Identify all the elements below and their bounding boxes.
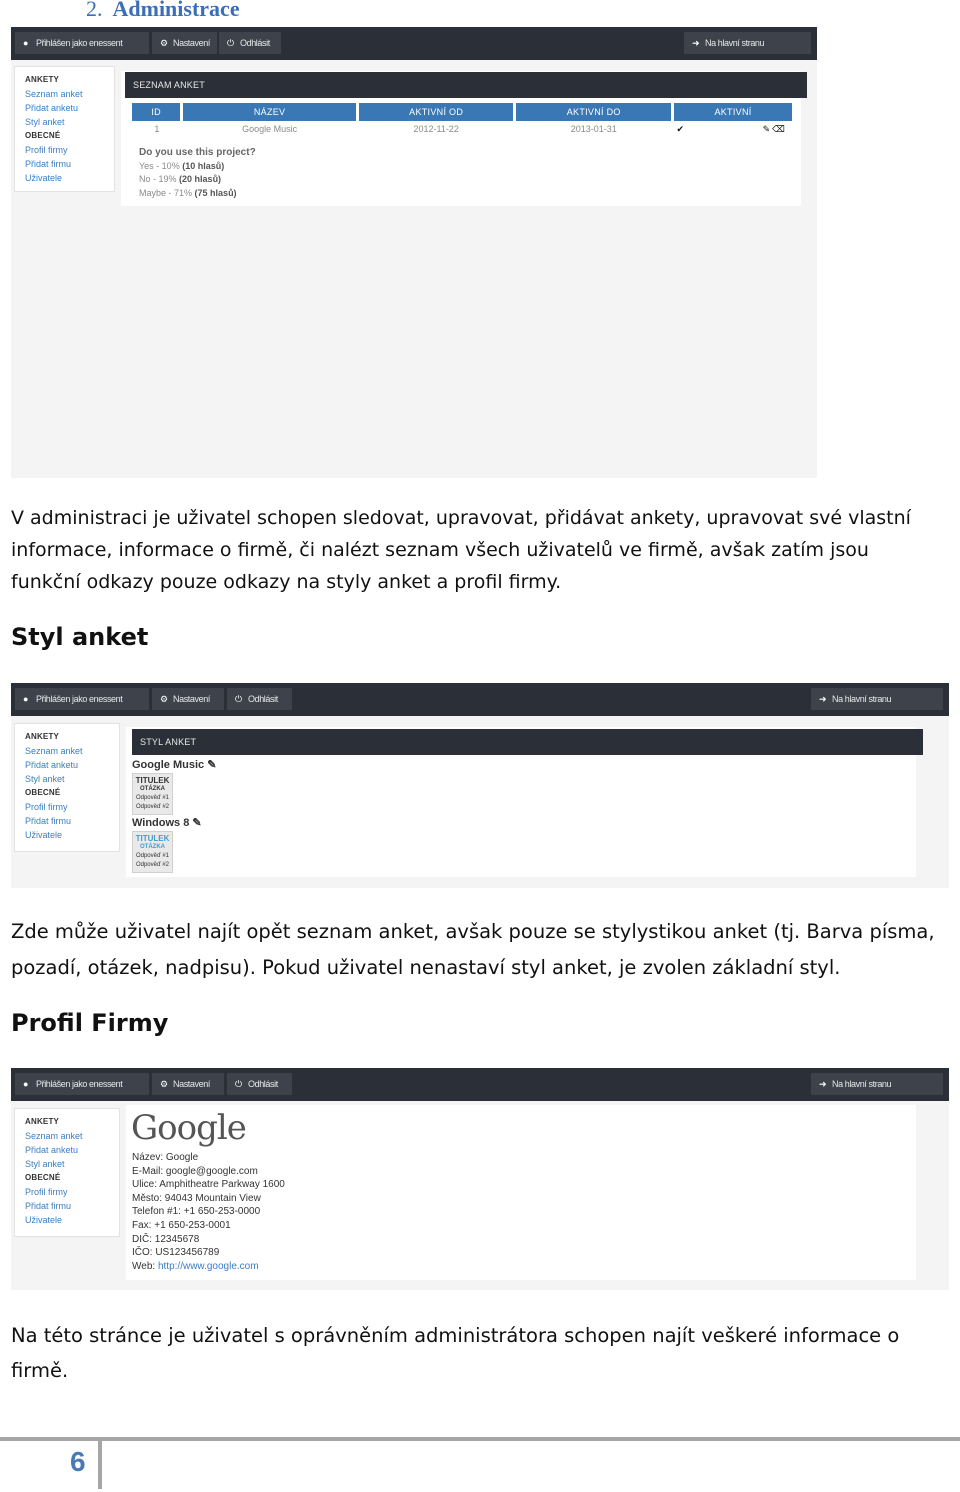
company-field: IČO: US123456789 bbox=[132, 1247, 220, 1259]
sidebar-item-company-profile[interactable]: Profil firmy bbox=[25, 145, 68, 155]
poll-answer bbox=[139, 160, 256, 174]
poll-table bbox=[132, 103, 795, 137]
preview-title: TITULEK bbox=[135, 834, 170, 843]
logged-in-button[interactable] bbox=[15, 32, 149, 54]
sidebar-category-polls: ANKETY bbox=[25, 75, 60, 84]
page-number: 6 bbox=[70, 1446, 86, 1477]
admin-sidebar bbox=[14, 723, 120, 852]
sidebar-item-add-poll[interactable]: Přidat anketu bbox=[25, 1145, 79, 1155]
sidebar-item-company-profile[interactable]: Profil firmy bbox=[25, 1187, 68, 1197]
table-row[interactable] bbox=[132, 121, 794, 137]
admin-sidebar bbox=[14, 66, 115, 192]
preview-question: OTÁZKA bbox=[140, 844, 165, 850]
poll-answer bbox=[139, 187, 256, 201]
screenshot-company-profile bbox=[11, 1068, 949, 1290]
sidebar-item-add-company[interactable]: Přidat firmu bbox=[25, 159, 72, 169]
sidebar-item-poll-list[interactable]: Seznam anket bbox=[25, 1131, 83, 1141]
sidebar-category-general: OBECNÉ bbox=[25, 788, 61, 797]
home-label: Na hlavní stranu bbox=[832, 694, 892, 704]
style-preview-google-music bbox=[132, 773, 173, 815]
column-header-id[interactable]: ID bbox=[132, 103, 182, 121]
edit-icon[interactable]: ✎ bbox=[207, 759, 217, 771]
heading-poll-styles: Styl anket bbox=[11, 623, 149, 651]
home-label: Na hlavní stranu bbox=[832, 1079, 892, 1089]
check-icon: ✔ bbox=[676, 123, 685, 134]
style-preview-windows-8 bbox=[132, 831, 173, 873]
poll-styles-panel-title: STYL ANKET bbox=[132, 729, 923, 755]
answer-votes: (75 hlasů) bbox=[194, 187, 237, 198]
section-number: 2. bbox=[86, 0, 103, 21]
power-icon: ⏻ bbox=[235, 1079, 242, 1089]
cell-from: 2012-11-22 bbox=[413, 124, 459, 134]
company-web-label: Web: bbox=[132, 1260, 156, 1272]
logged-in-label: Přihlášen jako enessent bbox=[36, 38, 123, 48]
edit-icon[interactable]: ✎ bbox=[762, 123, 771, 134]
sidebar-item-users[interactable]: Uživatele bbox=[25, 1215, 63, 1225]
sidebar-item-add-company[interactable]: Přidat firmu bbox=[25, 1201, 72, 1211]
preview-title: TITULEK bbox=[135, 776, 170, 785]
poll-question: Do you use this project? bbox=[139, 147, 256, 158]
arrow-right-icon: ➜ bbox=[819, 1079, 827, 1089]
sidebar-category-polls: ANKETY bbox=[25, 732, 60, 741]
answer-text: No - 19% bbox=[139, 174, 177, 184]
user-icon: ● bbox=[23, 38, 29, 48]
company-details bbox=[132, 1151, 285, 1273]
gear-icon: ⚙ bbox=[160, 694, 168, 704]
cell-name: Google Music bbox=[242, 124, 298, 134]
paragraph-admin-intro: V administraci je uživatel schopen sledovat, upravovat, přidávat ankety, upravovat své vlastní informace, informace o firmě, či nalézt seznam všech uživatelů ve firmě, avšak zatím jsou funkční odkazy pouze odkazy na styly anket a profil firmy. bbox=[11, 507, 911, 593]
section-title: Administrace bbox=[112, 0, 240, 21]
preview-answer: Odpověď #2 bbox=[135, 804, 170, 810]
cell-to: 2013-01-31 bbox=[570, 124, 617, 134]
arrow-right-icon: ➜ bbox=[692, 38, 700, 48]
sidebar-item-poll-style[interactable]: Styl anket bbox=[25, 774, 65, 784]
trash-icon[interactable]: ⌫ bbox=[772, 123, 785, 134]
sidebar-item-poll-list[interactable]: Seznam anket bbox=[25, 89, 83, 99]
sidebar-item-company-profile[interactable]: Profil firmy bbox=[25, 802, 68, 812]
column-header-active[interactable]: AKTIVNÍ bbox=[673, 103, 794, 121]
gear-icon: ⚙ bbox=[160, 38, 168, 48]
sidebar-category-general: OBECNÉ bbox=[25, 1173, 61, 1182]
screenshot-poll-styles bbox=[11, 683, 949, 888]
company-field: E-Mail: google@google.com bbox=[132, 1165, 258, 1177]
sidebar-item-poll-style[interactable]: Styl anket bbox=[25, 1159, 65, 1169]
settings-button[interactable] bbox=[152, 688, 224, 710]
paragraph-poll-styles: Zde může uživatel najít opět seznam anket, avšak pouze se stylystikou anket (tj. Barva písma, pozadí, otázek, nadpisu). Pokud uživatel nenastaví styl anket, je zvolen základní styl. bbox=[11, 920, 935, 979]
sidebar-item-poll-list[interactable]: Seznam anket bbox=[25, 746, 83, 756]
style-name-label: Windows 8 bbox=[132, 817, 190, 829]
logged-in-button[interactable] bbox=[15, 1073, 149, 1095]
admin-navbar bbox=[11, 27, 817, 60]
admin-sidebar bbox=[14, 1108, 120, 1237]
logged-in-label: Přihlášen jako enessent bbox=[36, 1079, 123, 1089]
company-field: Ulice: Amphitheatre Parkway 1600 bbox=[132, 1179, 285, 1191]
home-button[interactable] bbox=[811, 1073, 943, 1095]
user-icon: ● bbox=[23, 1079, 29, 1089]
arrow-right-icon: ➜ bbox=[819, 694, 827, 704]
sidebar-category-general: OBECNÉ bbox=[25, 131, 61, 140]
preview-answer: Odpověď #1 bbox=[135, 853, 170, 859]
power-icon: ⏻ bbox=[235, 694, 242, 704]
paragraph-company-profile: Na této stránce je uživatel s oprávněním administrátora schopen najít veškeré informace o firmě. bbox=[11, 1324, 900, 1382]
footer-rule bbox=[0, 1437, 960, 1441]
company-field: Telefon #1: +1 650-253-0000 bbox=[132, 1206, 261, 1218]
sidebar-item-poll-style[interactable]: Styl anket bbox=[25, 117, 65, 127]
company-web-link[interactable]: http://www.google.com bbox=[157, 1260, 259, 1272]
logout-button[interactable] bbox=[219, 32, 281, 54]
cell-id: 1 bbox=[154, 124, 160, 134]
sidebar-item-add-company[interactable]: Přidat firmu bbox=[25, 816, 72, 826]
answer-text: Maybe - 71% bbox=[139, 187, 193, 198]
power-icon: ⏻ bbox=[227, 38, 234, 48]
company-web bbox=[132, 1260, 285, 1274]
settings-label: Nastavení bbox=[173, 1079, 210, 1089]
style-name-label: Google Music bbox=[132, 759, 205, 771]
home-button[interactable] bbox=[684, 32, 811, 54]
column-header-name[interactable]: NÁZEV bbox=[182, 103, 358, 121]
answer-text: Yes - 10% bbox=[139, 160, 180, 171]
poll-list-panel-title: SEZNAM ANKET bbox=[125, 72, 807, 98]
preview-answer: Odpověď #1 bbox=[135, 795, 170, 801]
sidebar-item-add-poll[interactable]: Přidat anketu bbox=[25, 103, 79, 113]
company-field: DIČ: 12345678 bbox=[132, 1233, 200, 1245]
admin-navbar bbox=[11, 683, 949, 716]
sidebar-item-add-poll[interactable]: Přidat anketu bbox=[25, 760, 79, 770]
logout-button[interactable] bbox=[227, 688, 292, 710]
edit-icon[interactable]: ✎ bbox=[192, 817, 202, 829]
answer-votes: (10 hlasů) bbox=[182, 160, 225, 171]
company-logo: Google bbox=[131, 1108, 246, 1148]
poll-results bbox=[139, 146, 256, 200]
heading-company-profile: Profil Firmy bbox=[11, 1009, 169, 1037]
logged-in-label: Přihlášen jako enessent bbox=[36, 694, 123, 704]
sidebar-item-users[interactable]: Uživatele bbox=[25, 173, 63, 183]
settings-button[interactable] bbox=[152, 32, 217, 54]
poll-answer bbox=[139, 173, 256, 187]
logout-label: Odhlásit bbox=[240, 38, 270, 48]
section-heading bbox=[86, 0, 240, 22]
column-header-active-to[interactable]: AKTIVNÍ DO bbox=[515, 103, 673, 121]
style-name-windows-8[interactable] bbox=[132, 816, 202, 829]
sidebar-category-polls: ANKETY bbox=[25, 1117, 60, 1126]
company-field: Název: Google bbox=[132, 1152, 199, 1163]
answer-votes: (20 hlasů) bbox=[179, 174, 222, 184]
preview-answer: Odpověď #2 bbox=[135, 862, 170, 868]
settings-button[interactable] bbox=[152, 1073, 224, 1095]
settings-label: Nastavení bbox=[173, 694, 210, 704]
logout-label: Odhlásit bbox=[248, 694, 278, 704]
logged-in-button[interactable] bbox=[15, 688, 149, 710]
admin-navbar bbox=[11, 1068, 949, 1101]
table-header-row bbox=[132, 103, 794, 121]
preview-question: OTÁZKA bbox=[140, 786, 165, 792]
user-icon: ● bbox=[23, 694, 29, 704]
home-button[interactable] bbox=[811, 688, 943, 710]
sidebar-item-users[interactable]: Uživatele bbox=[25, 830, 63, 840]
cell-active bbox=[673, 121, 794, 137]
page-number-divider bbox=[98, 1441, 102, 1489]
company-field: Fax: +1 650-253-0001 bbox=[132, 1219, 231, 1231]
screenshot-poll-list bbox=[11, 27, 817, 478]
style-name-google-music[interactable] bbox=[132, 758, 216, 771]
column-header-active-from[interactable]: AKTIVNÍ OD bbox=[357, 103, 515, 121]
logout-button[interactable] bbox=[227, 1073, 292, 1095]
logout-label: Odhlásit bbox=[248, 1079, 278, 1089]
gear-icon: ⚙ bbox=[160, 1079, 168, 1089]
settings-label: Nastavení bbox=[173, 38, 210, 48]
home-label: Na hlavní stranu bbox=[705, 38, 765, 48]
company-field: Město: 94043 Mountain View bbox=[132, 1192, 261, 1204]
